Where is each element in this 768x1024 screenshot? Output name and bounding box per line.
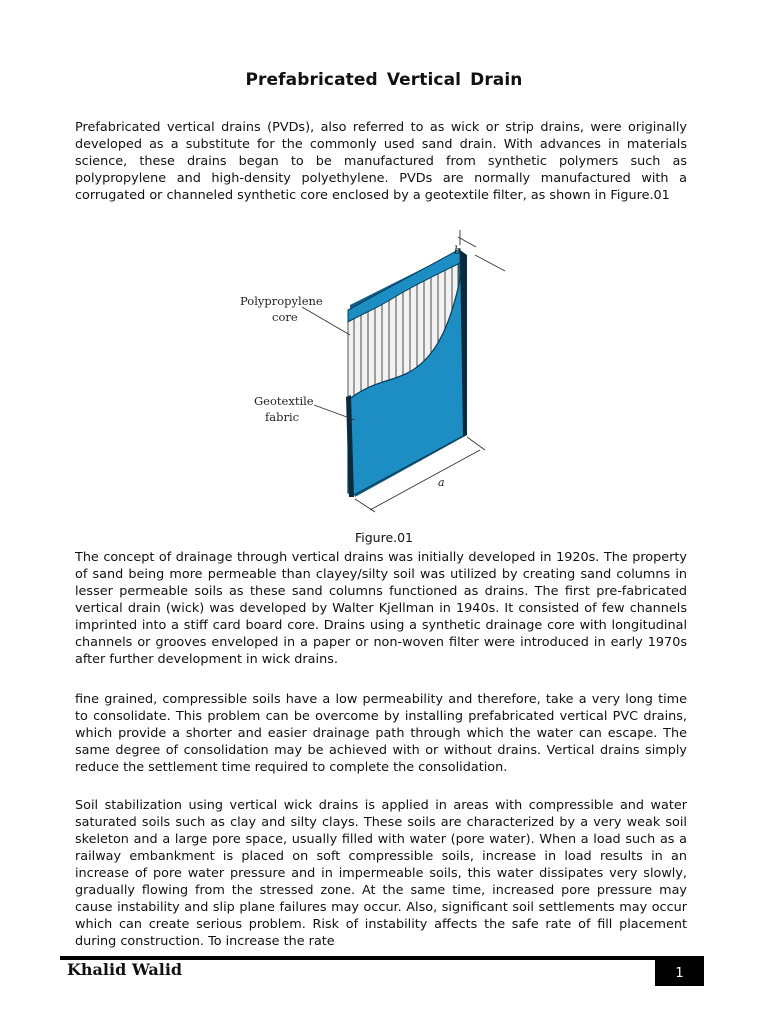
core-leader bbox=[302, 307, 350, 335]
label-core-line2: core bbox=[272, 310, 298, 324]
page-number: 1 bbox=[675, 965, 684, 981]
paragraph-history: The concept of drainage through vertical drains was initially developed in 1920s. The property of sand being more permeable than clayey/silty soil was utilized by creating sand columns in lesser permeable soils as these sand columns functioned as drains. The first pre-fabricated vertical drain (wick) was developed by Walter Kjellman in 1940s. It consisted of few channels imprinted into a stiff card board core. Drains using a synthetic drainage core with longitudinal channels or grooves enveloped in a paper or non-woven filter were introduced in early 1970s after further development in wick drains. bbox=[75, 550, 687, 667]
dim-a-ext1 bbox=[355, 499, 375, 512]
footer-author: Khalid Walid bbox=[67, 960, 183, 979]
paragraph-intro: Prefabricated vertical drains (PVDs), also referred to as wick or strip drains, were originally developed as a substitute for the commonly used sand drain. With advances in materials science, these drains began to be manufactured from synthetic polymers such as polypropylene and high-density polyethylene. PVDs are normally manufactured with a corrugated or channeled synthetic core enclosed by a geotextile filter, as shown in Figure.01 bbox=[75, 120, 687, 203]
page-number-box bbox=[655, 960, 704, 986]
label-core-line1: Polypropylene bbox=[240, 294, 323, 308]
paragraph-consolidation: fine grained, compressible soils have a low permeability and therefore, take a very long time to consolidate. This problem can be overcome by installing prefabricated vertical PVC drains, which provide a shorter and easier drainage path through which the water can escape. The same degree of consolidation may be achieved with or without drains. Vertical drains simply reduce the settlement time required to complete the consolidation. bbox=[75, 692, 687, 775]
page-title: Prefabricated Vertical Drain bbox=[245, 70, 523, 90]
label-dim-a: a bbox=[438, 476, 445, 489]
dim-b-ext2 bbox=[475, 255, 505, 271]
figure-caption: Figure.01 bbox=[354, 530, 414, 545]
pvd-figure bbox=[230, 225, 530, 515]
dim-a-ext2 bbox=[467, 437, 485, 450]
label-fabric-line2: fabric bbox=[265, 410, 300, 424]
label-fabric-line1: Geotextile bbox=[254, 394, 314, 408]
label-dim-b: b bbox=[454, 244, 462, 257]
paragraph-stabilization: Soil stabilization using vertical wick drains is applied in areas with compressible and water saturated soils such as clay and silty clays. These soils are characterized by a very weak soil skeleton and a large pore space, usually filled with water (pore water). When a load such as a railway embankment is placed on soft compressible soils, increase in load results in an increase of pore water pressure and in impermeable soils, this water dissipates very slowly, gradually flowing from the stressed zone. At the same time, increased pore pressure may cause instability and slip plane failures may occur. Also, significant soil settlements may occur which can create serious problem. Risk of instability affects the safe rate of fill placement during construction. To increase the rate bbox=[75, 798, 687, 949]
